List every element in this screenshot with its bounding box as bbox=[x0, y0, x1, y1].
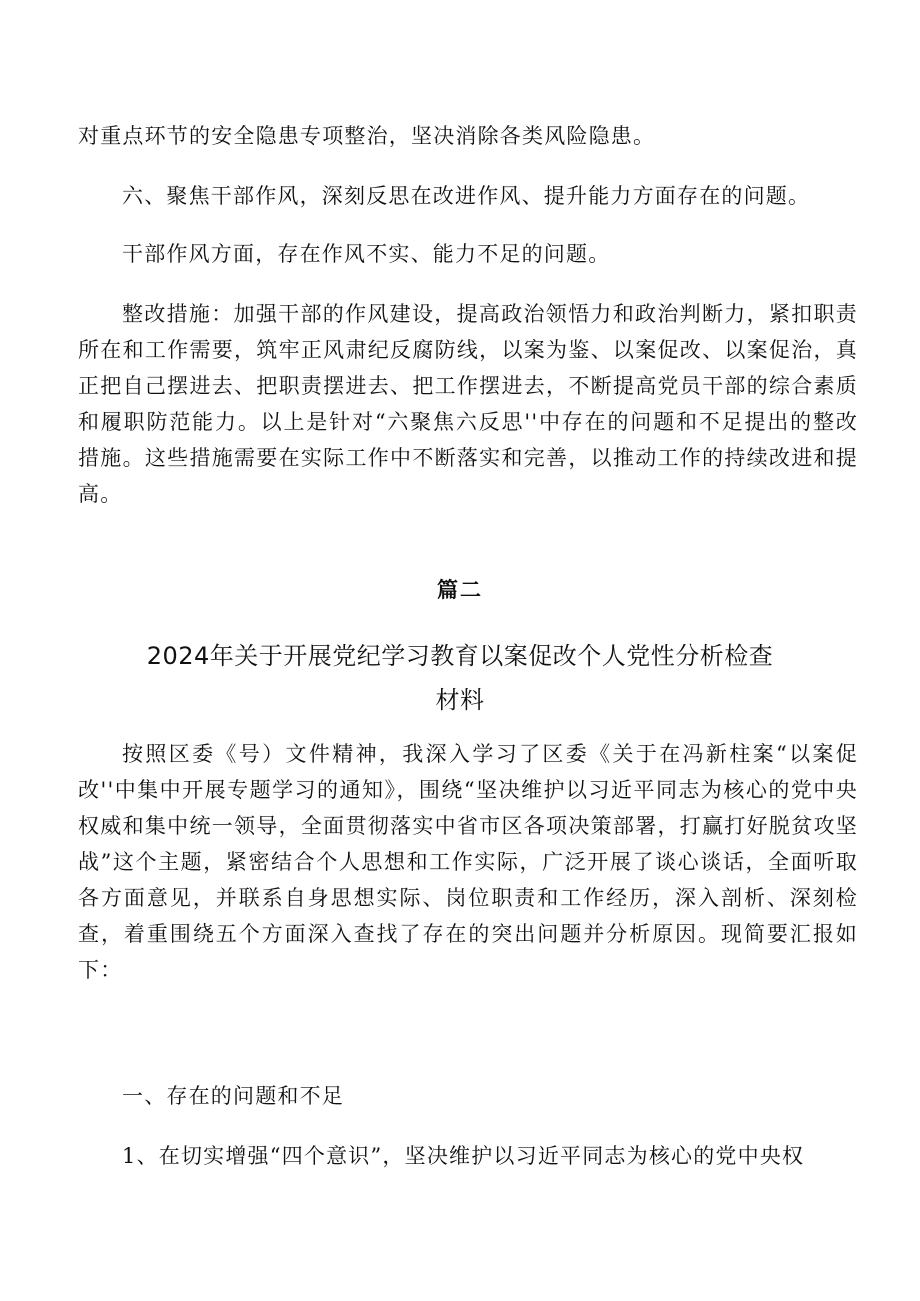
paragraph-section-six-heading: 六、聚焦干部作风，深刻反思在改进作风、提升能力方面存在的问题。 bbox=[122, 184, 811, 208]
paragraph-introduction: 按照区委《号）文件精神，我深入学习了区委《关于在冯新柱案“以案促改''中集中开展专题学习的通知》，围绕“坚决维护以习近平同志为核心的党中央权威和集中统一领导，全面贯彻落实中省市区各项决策部署，打赢打好脱贫攻坚战”这个主题，紧密结合个人思想和工作实际，广泛开展了谈心谈话，全面听取各方面意见，并联系自身思想实际、岗位职责和工作经历，深入剖析、深刻检查，着重围绕五个方面深入查找了存在的突出问题并分析原因。现简要汇报如下： bbox=[78, 742, 858, 982]
paragraph-cadre-style-issue: 干部作风方面，存在作风不实、能力不足的问题。 bbox=[122, 242, 611, 266]
document-title-line-1: 2024年关于开展党纪学习教育以案促改个人党性分析检查 bbox=[146, 642, 774, 670]
paragraph-hazard-rectification: 对重点环节的安全隐患专项整治，坚决消除各类风险隐患。 bbox=[78, 124, 656, 148]
paragraph-rectification-measures: 整改措施：加强干部的作风建设，提高政治领悟力和政治判断力，紧扣职责所在和工作需要，筑牢正风肃纪反腐防线，以案为鉴、以案促改、以案促治，真正把自己摆进去、把职责摆进去、把工作摆进去，不断提高党员干部的综合素质和履职防范能力。以上是针对“六聚焦六反思''中存在的问题和不足提出的整改措施。这些措施需要在实际工作中不断落实和完善，以推动工作的持续改进和提高。 bbox=[78, 302, 858, 506]
section-label: 篇二 bbox=[437, 577, 483, 602]
paragraph-problems-heading: 一、存在的问题和不足 bbox=[122, 1084, 344, 1108]
paragraph-four-consciousness: 1、在切实增强“四个意识”，坚决维护以习近平同志为核心的党中央权 bbox=[122, 1144, 805, 1168]
document-title-line-2: 材料 bbox=[435, 686, 485, 714]
